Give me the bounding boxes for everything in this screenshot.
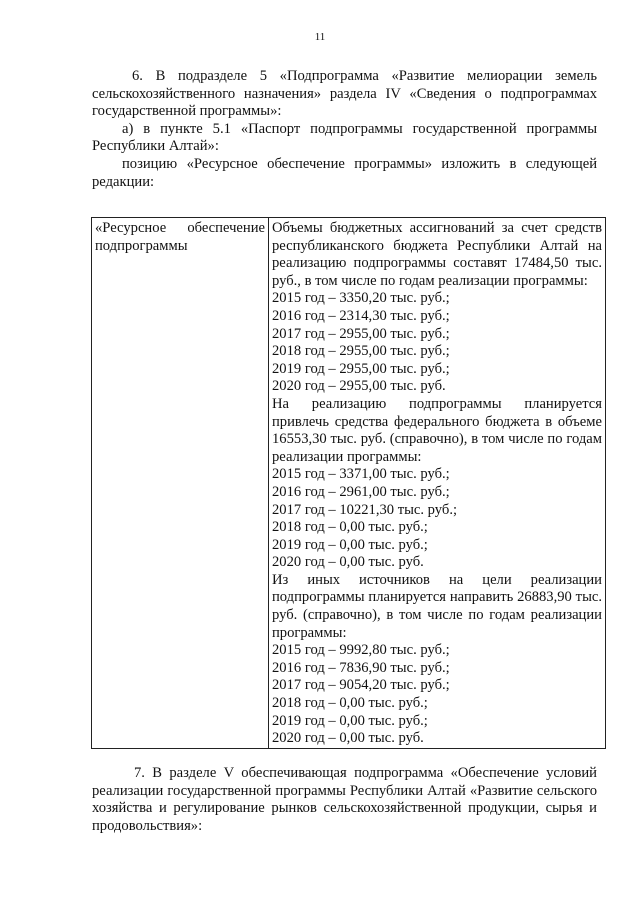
- section-7: [92, 765, 597, 835]
- table-left-cell: «Ресурсное обеспечение подпрограммы: [92, 218, 269, 749]
- funding-line: 2015 год – 9992,80 тыс. руб.;: [272, 642, 450, 659]
- section-6: [92, 68, 597, 191]
- funding-line: 2020 год – 0,00 тыс. руб.: [272, 554, 424, 571]
- funding-line: 2015 год – 3371,00 тыс. руб.;: [272, 466, 450, 483]
- section-6-intro: 6. В подразделе 5 «Подпрограмма «Развитие мелиорации земель сельскохозяйственного назначения» раздела IV «Сведения о подпрограммах государственной программы»:: [92, 68, 597, 120]
- funding-line: 2019 год – 0,00 тыс. руб.;: [272, 536, 428, 553]
- page-number: 11: [314, 31, 326, 43]
- funding-line: 2016 год – 2961,00 тыс. руб.;: [272, 483, 450, 500]
- funding-line: 2019 год – 2955,00 тыс. руб.;: [272, 360, 450, 377]
- funding-paragraph: На реализацию подпрограммы планируется привлечь средства федерального бюджета в объеме 16553,30 тыс. руб. (справочно), в том числе по годам реализации программы:: [272, 395, 602, 465]
- section-6-item-a: а) в пункте 5.1 «Паспорт подпрограммы государственной программы Республики Алтай»:: [92, 120, 597, 155]
- funding-paragraph: Объемы бюджетных ассигнований за счет средств республиканского бюджета Республики Алтай на реализацию подпрограммы составят 17484,50 тыс. руб., в том числе по годам реализации программы:: [272, 220, 602, 289]
- funding-line: 2016 год – 7836,90 тыс. руб.;: [272, 659, 450, 676]
- funding-line: 2020 год – 2955,00 тыс. руб.: [272, 378, 446, 395]
- resource-table: [91, 217, 606, 749]
- section-6-position: позицию «Ресурсное обеспечение программы» изложить в следующей редакции:: [92, 155, 597, 190]
- funding-line: 2017 год – 10221,30 тыс. руб.;: [272, 501, 458, 518]
- funding-line: 2016 год – 2314,30 тыс. руб.;: [272, 307, 450, 324]
- funding-line: 2018 год – 2955,00 тыс. руб.;: [272, 343, 450, 360]
- funding-line: 2018 год – 0,00 тыс. руб.;: [272, 695, 428, 712]
- table-row: [92, 218, 606, 749]
- table-right-cell: [269, 218, 606, 749]
- funding-line: 2018 год – 0,00 тыс. руб.;: [272, 519, 428, 536]
- funding-line: 2019 год – 0,00 тыс. руб.;: [272, 712, 428, 729]
- funding-line: 2020 год – 0,00 тыс. руб.: [272, 730, 424, 747]
- funding-paragraph: Из иных источников на цели реализации подпрограммы планируется направить 26883,90 тыс. руб. (справочно), в том числе по годам реализации программы:: [272, 571, 602, 641]
- funding-line: 2015 год – 3350,20 тыс. руб.;: [272, 290, 450, 307]
- section-7-text: 7. В разделе V обеспечивающая подпрограмма «Обеспечение условий реализации государственной программы Республики Алтай «Развитие сельского хозяйства и регулирование рынков сельскохозяйственной продукции, сырья и продовольствия»:: [92, 765, 597, 834]
- funding-line: 2017 год – 9054,20 тыс. руб.;: [272, 677, 450, 694]
- funding-line: 2017 год – 2955,00 тыс. руб.;: [272, 325, 450, 342]
